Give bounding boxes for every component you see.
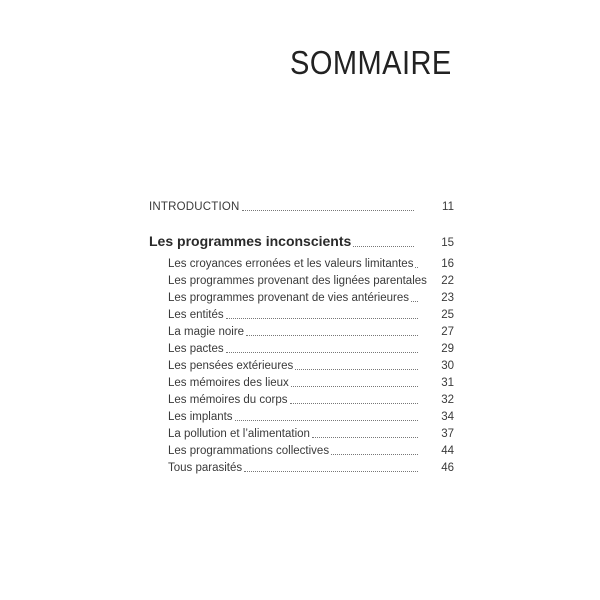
dot-leader xyxy=(411,300,418,302)
toc-entry-label: La magie noire xyxy=(168,326,245,338)
toc-entry-introduction xyxy=(149,198,454,214)
dot-leader xyxy=(291,385,418,387)
dot-leader xyxy=(312,436,418,438)
dot-leader xyxy=(353,245,414,247)
toc-page-number: 27 xyxy=(441,326,454,338)
dot-leader xyxy=(295,368,418,370)
toc-entry xyxy=(149,357,454,373)
toc-entry-label: Les programmations collectives xyxy=(168,445,330,457)
dot-leader xyxy=(226,317,418,319)
toc-entry xyxy=(149,289,454,305)
toc-page-number: 23 xyxy=(441,292,454,304)
toc-entry xyxy=(149,391,454,407)
toc-entry xyxy=(149,255,454,271)
toc-page-number: 15 xyxy=(441,237,454,249)
toc-entry xyxy=(149,272,454,288)
toc-entry-label: Les pensées extérieures xyxy=(168,360,294,372)
toc-page-number: 44 xyxy=(441,445,454,457)
toc-entry xyxy=(149,374,454,390)
toc-page-number: 16 xyxy=(441,258,454,270)
toc-entry-label: Les entités xyxy=(168,309,224,321)
toc-page-number: 29 xyxy=(441,343,454,355)
toc-entry-label: Tous parasités xyxy=(168,462,243,474)
toc-entry-label: Les mémoires des lieux xyxy=(168,377,289,389)
toc-section-heading xyxy=(149,230,454,250)
toc-page-number: 22 xyxy=(441,275,454,287)
toc-entry-label: Les programmes provenant des lignées parentales xyxy=(168,275,427,287)
dot-leader xyxy=(242,209,414,211)
dot-leader xyxy=(246,334,418,336)
toc-page-number: 11 xyxy=(442,201,454,213)
dot-leader xyxy=(244,470,418,472)
toc-page-number: 31 xyxy=(441,377,454,389)
toc-page-number: 32 xyxy=(441,394,454,406)
toc-entry xyxy=(149,459,454,475)
dot-leader xyxy=(226,351,418,353)
toc-entry-label: Les pactes xyxy=(168,343,224,355)
toc-entry xyxy=(149,425,454,441)
toc-page-number: 30 xyxy=(441,360,454,372)
page-title: SOMMAIRE xyxy=(290,44,452,81)
dot-leader xyxy=(290,402,418,404)
toc-entry-label: Les mémoires du corps xyxy=(168,394,288,406)
toc-section-label: Les programmes inconscients xyxy=(149,233,352,249)
toc-entry-label: Les programmes provenant de vies antérieures xyxy=(168,292,409,304)
toc-entry-label: INTRODUCTION xyxy=(149,201,240,213)
dot-leader xyxy=(235,419,418,421)
toc-entry-label: Les implants xyxy=(168,411,233,423)
toc-page-number: 34 xyxy=(441,411,454,423)
toc-page-number: 25 xyxy=(441,309,454,321)
toc-entry-label: La pollution et l’alimentation xyxy=(168,428,310,440)
toc-entry xyxy=(149,306,454,322)
toc-entry-label: Les croyances erronées et les valeurs limitantes xyxy=(168,258,414,270)
toc-entry xyxy=(149,408,454,424)
toc-entry xyxy=(149,340,454,356)
dot-leader xyxy=(415,266,418,268)
toc-page-number: 37 xyxy=(441,428,454,440)
toc-entry xyxy=(149,442,454,458)
toc-page-number: 46 xyxy=(441,462,454,474)
toc-entry xyxy=(149,323,454,339)
dot-leader xyxy=(331,453,418,455)
